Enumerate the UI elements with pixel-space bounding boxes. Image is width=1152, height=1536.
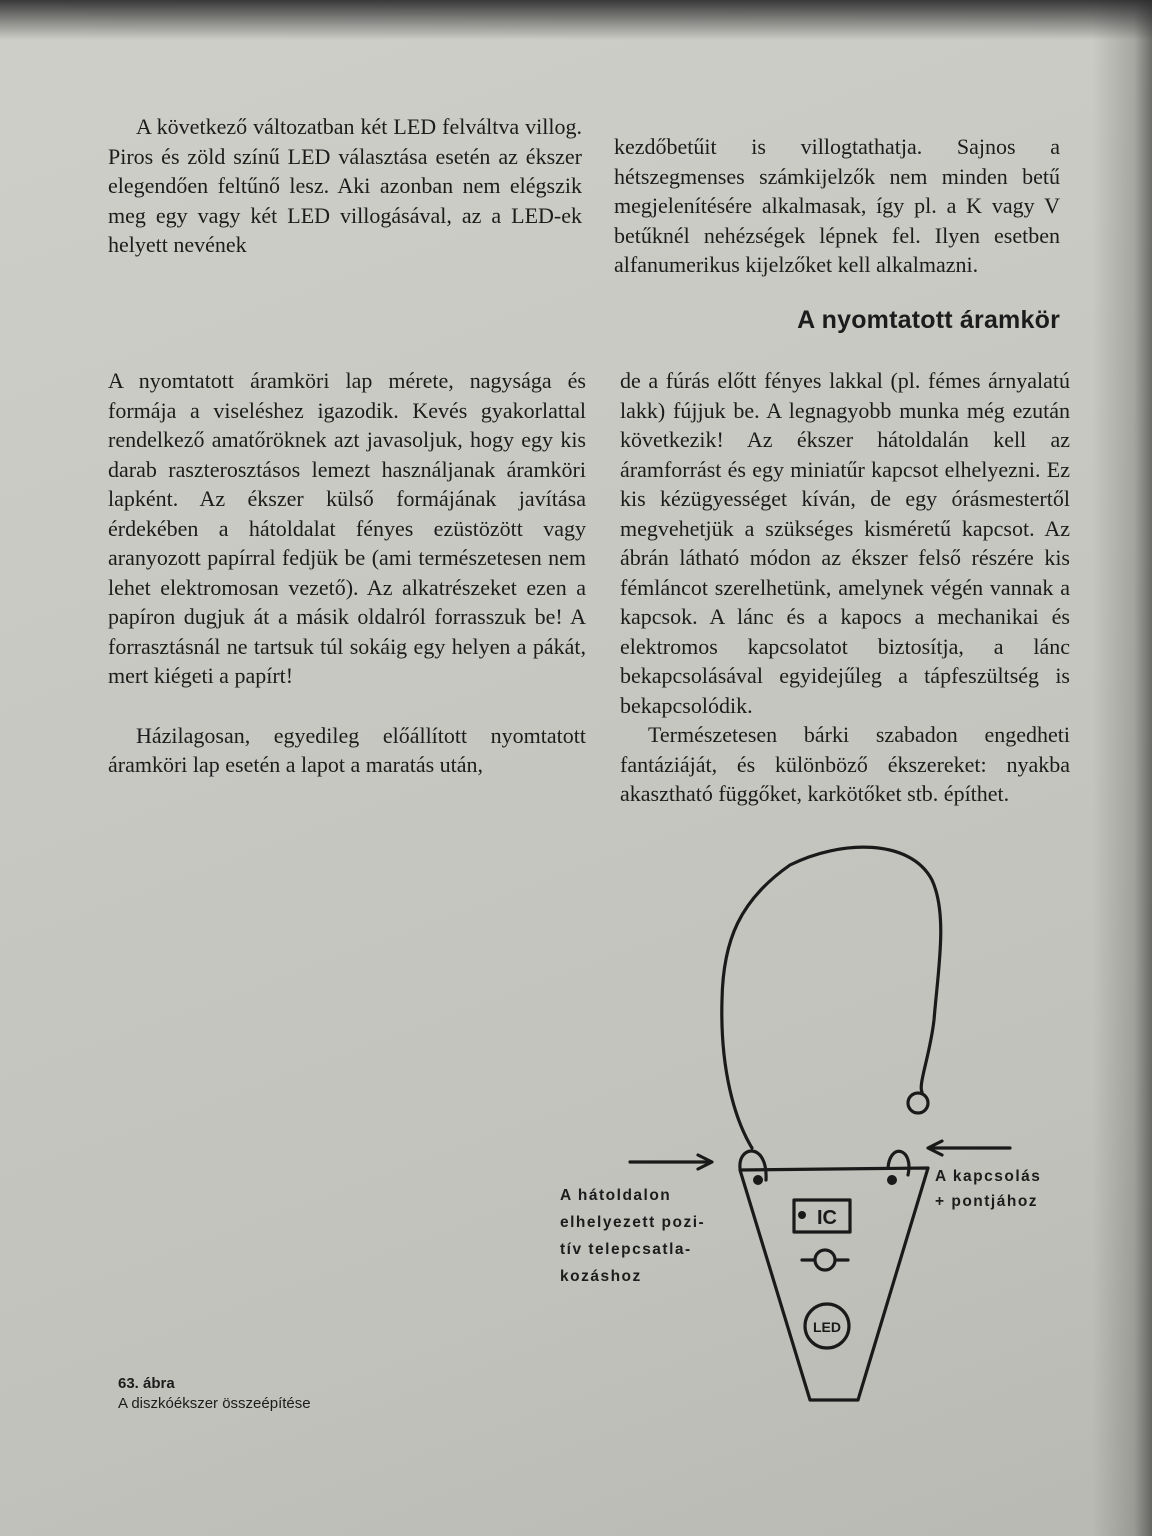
top-right-column bbox=[614, 132, 1060, 280]
pendant-board bbox=[740, 1168, 928, 1400]
paragraph: kezdőbetűit is villogtathatja. Sajnos a hétszegmenses számkijelzők nem minden betű megjelenítésére alkalmasak, így pl. a K vagy V betűknél nehézségek lépnek fel. Ilyen esetben alfanumerikus kijelzőket kell alkalmazni. bbox=[614, 134, 1060, 277]
solder-point-right bbox=[887, 1175, 897, 1185]
paragraph: Természetesen bárki szabadon engedheti fantáziáját, és különböző ékszereket: nyakba akasztható függőket, karkötőket stb. építhet. bbox=[620, 722, 1070, 806]
resistor-circle bbox=[815, 1250, 835, 1270]
led-label: LED bbox=[813, 1319, 841, 1335]
figure-title: A diszkóékszer összeépítése bbox=[118, 1395, 311, 1412]
callout-line: kozáshoz bbox=[560, 1268, 642, 1285]
ic-label: IC bbox=[817, 1207, 837, 1229]
chain-clasp-ring bbox=[908, 1093, 928, 1113]
callout-line: A hátoldalon bbox=[560, 1187, 672, 1204]
figure-caption bbox=[118, 1374, 311, 1414]
callout-line: elhelyezett pozi- bbox=[560, 1214, 706, 1231]
callout-line: tív telepcsatla- bbox=[560, 1241, 692, 1258]
right-hook bbox=[888, 1151, 909, 1175]
section-heading: A nyomtatott áramkör bbox=[797, 306, 1060, 334]
paragraph: A következő változatban két LED felváltva villog. Piros és zöld színű LED választása esetén az ékszer elegendően feltűnő lesz. Aki azonban nem elégszik meg egy vagy két LED villogásával, az a LED-ek helyett nevének bbox=[108, 114, 582, 257]
top-left-column bbox=[108, 112, 582, 260]
left-callout-label bbox=[560, 1182, 705, 1290]
page-shadow-right bbox=[1092, 0, 1152, 1536]
page-shadow-top bbox=[0, 0, 1152, 40]
figure-number: 63. ábra bbox=[118, 1375, 175, 1392]
solder-point-left bbox=[753, 1175, 763, 1185]
right-callout-label bbox=[935, 1164, 1041, 1214]
callout-line: + pontjához bbox=[935, 1193, 1039, 1210]
paragraph: de a fúrás előtt fényes lakkal (pl. fémes árnyalatú lakk) fújjuk be. A legnagyobb munka még ezután következik! Az ékszer hátoldalán kell az áramforrást és egy miniatűr kapcsot elhelyezni. Ez kis kézügyességet kíván, de egy órásmestertől megvehetjük a szükséges kisméretű kapcsot. Az ábrán látható módon az ékszer felső részére kis fémláncot szerelhetünk, amelynek végén vannak a kapcsok. A lánc és a kapocs a mechanikai és elektromos kapcsolatot biztosítja, a lánc bekapcsolásával egyidejűleg a tápfeszültség is bekapcsolódik. bbox=[620, 368, 1070, 718]
callout-line: A kapcsolás bbox=[935, 1168, 1042, 1185]
left-hook bbox=[740, 1151, 766, 1180]
mid-right-column bbox=[620, 366, 1070, 809]
ic-pin-dot bbox=[798, 1211, 806, 1219]
paragraph: A nyomtatott áramköri lap mérete, nagysága és formája a viseléshez igazodik. Kevés gyakorlattal rendelkező amatőröknek azt javasoljuk, hogy egy kis darab raszterosztásos lemezt használjanak áramköri lapként. Az ékszer külső formájának javítása érdekében a hátoldalat fényes ezüstözött vagy aranyozott papírral fedjük be (ami természetesen nem lehet elektromosan vezető). Az alkatrészeket ezen a papíron dugjuk át a másik oldalról forrasszuk be! A forrasztásnál ne tartsuk túl sokáig egy helyen a pákát, mert kiégeti a papírt! bbox=[108, 368, 586, 688]
jewel-assembly-diagram bbox=[540, 830, 1100, 1430]
mid-left-column bbox=[108, 366, 586, 780]
paragraph: Házilagosan, egyedileg előállított nyomtatott áramköri lap esetén a lapot a maratás után, bbox=[108, 722, 586, 777]
